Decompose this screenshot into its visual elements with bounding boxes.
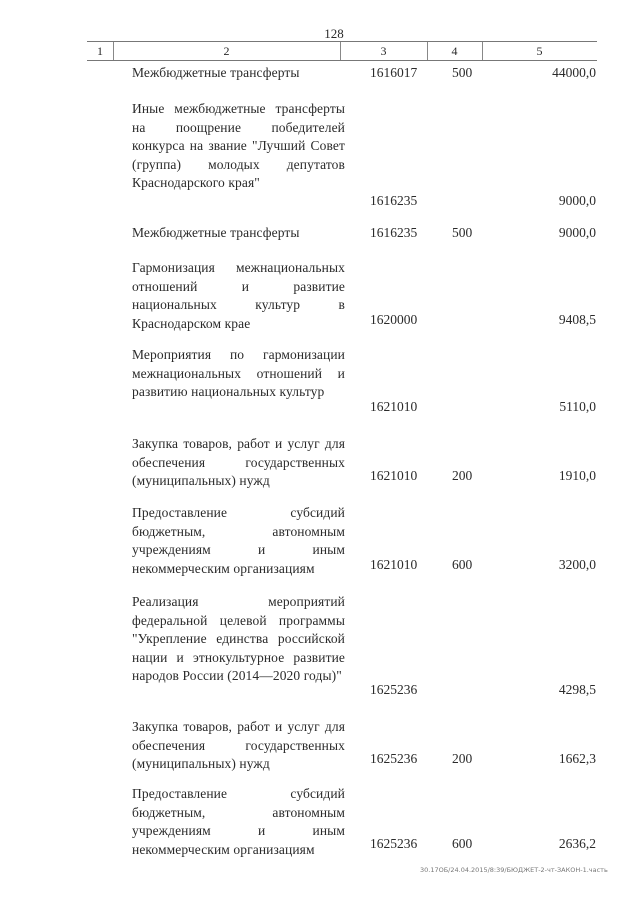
row-expense-type: 500 [452, 65, 473, 80]
row-code: 1625236 [370, 682, 418, 697]
row-amount: 9408,5 [558, 312, 596, 327]
row-code: 1616235 [370, 225, 418, 240]
row-amount: 2636,2 [558, 836, 596, 851]
row-description: Предоставление субсидий бюджетным, автономным учреждениям и иным некоммерческим организациям [132, 786, 345, 857]
row-code: 1621010 [370, 557, 418, 572]
row-description: Предоставление субсидий бюджетным, автономным учреждениям и иным некоммерческим организациям [132, 505, 345, 576]
row-description: Межбюджетные трансферты [132, 225, 300, 240]
row-code: 1625236 [370, 836, 418, 851]
header-col-2: 2 [223, 44, 230, 58]
row-expense-type: 200 [452, 468, 473, 483]
header-col-3: 3 [380, 44, 387, 58]
row-code: 1625236 [370, 751, 418, 766]
row-expense-type: 200 [452, 751, 473, 766]
page-number: 128 [324, 26, 344, 41]
row-code: 1621010 [370, 399, 418, 414]
row-description: Межбюджетные трансферты [132, 65, 300, 80]
row-description: Закупка товаров, работ и услуг для обеспечения государственных (муниципальных) нужд [132, 436, 345, 488]
row-description: Иные межбюджетные трансферты на поощрение победителей конкурса на звание "Лучший Совет (группа) молодых депутатов Краснодарского края" [132, 101, 345, 190]
row-amount: 9000,0 [558, 193, 596, 208]
row-code: 1621010 [370, 468, 418, 483]
row-amount: 44000,0 [552, 65, 596, 80]
header-col-4: 4 [451, 44, 458, 58]
row-code: 1616235 [370, 193, 418, 208]
row-expense-type: 500 [452, 225, 473, 240]
row-amount: 1662,3 [558, 751, 596, 766]
print-footer: 30.17ОБ/24.04.2015/8:39/БЮДЖЕТ-2-чт-ЗАКОН-1.часть [420, 866, 608, 874]
row-amount: 4298,5 [558, 682, 596, 697]
row-expense-type: 600 [452, 557, 473, 572]
header-col-1: 1 [97, 44, 103, 58]
row-amount: 9000,0 [558, 225, 596, 240]
row-description: Мероприятия по гармонизации межнациональных отношений и развитию национальных культур [132, 347, 345, 399]
row-description: Закупка товаров, работ и услуг для обеспечения государственных (муниципальных) нужд [132, 719, 345, 771]
row-amount: 1910,0 [558, 468, 596, 483]
row-description: Реализация мероприятий федеральной целевой программы "Укрепление единства российской нации и этнокультурное развитие народов России (2014—2020 годы)" [132, 594, 345, 683]
row-code: 1620000 [370, 312, 418, 327]
row-amount: 5110,0 [559, 399, 596, 414]
header-col-5: 5 [536, 44, 543, 58]
table-header [87, 41, 597, 61]
row-amount: 3200,0 [558, 557, 596, 572]
row-expense-type: 600 [452, 836, 473, 851]
row-description: Гармонизация межнациональных отношений и развитие национальных культур в Краснодарском крае [132, 260, 345, 331]
row-code: 1616017 [370, 65, 418, 80]
